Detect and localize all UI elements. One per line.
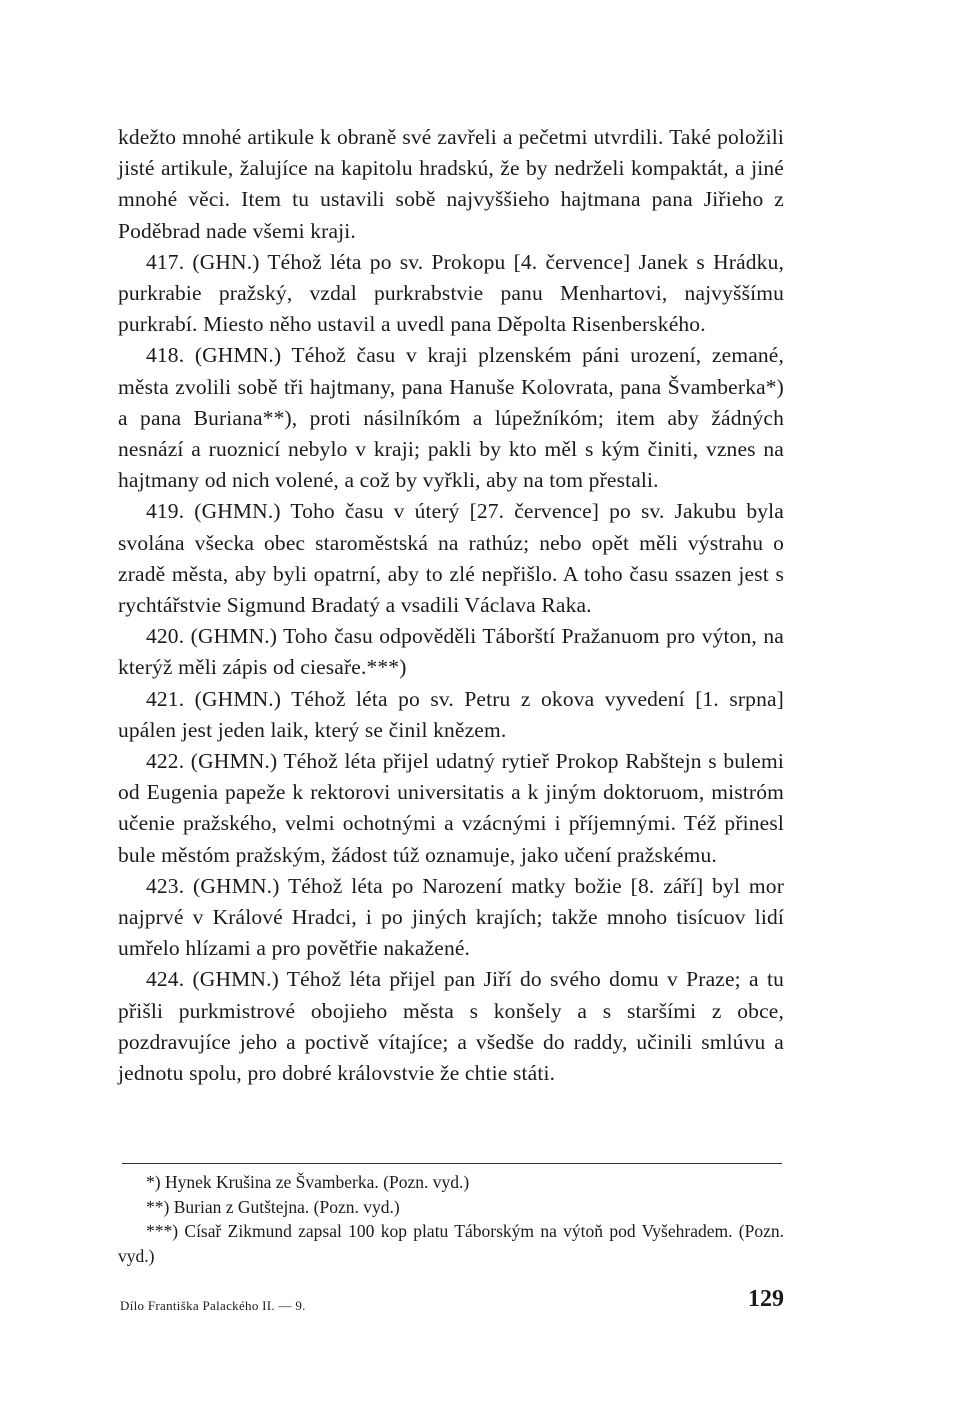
paragraph-continuation: kdežto mnohé artikule k obraně své zavřeli a pečetmi utvrdili. Také položili jisté artikule, žalujíce na kapitolu hradskú, že by nedrželi kompaktát, a jiné mnohé věci. Item tu ustavili sobě najvyššieho hajtmana pana Jiřieho z Poděbrad nade všemi kraji. <box>118 125 784 243</box>
entry-422: 422. (GHMN.) Téhož léta přijel udatný rytieř Prokop Rabštejn s bulemi od Eugenia papeže k rektorovi universitatis a k jiným doktoruom, mistróm učenie pražského, velmi ochotnými a vzácnými i příjemnými. Též přinesl bule městóm pražským, žádost túž oznamuje, jako učení pražskému. <box>118 749 784 867</box>
entry-419: 419. (GHMN.) Toho času v úterý [27. července] po sv. Jakubu byla svolána všecka obec staroměstská na rathúz; nebo opět měli výstrahu o zradě města, aby byli opatrní, aby to zlé nepřišlo. A toho času ssazen jest s rychtářstvie Sigmund Bradatý a vsadili Václava Raka. <box>118 499 784 618</box>
footnote-divider <box>122 1163 782 1164</box>
entry-421: 421. (GHMN.) Téhož léta po sv. Petru z okova vyvedení [1. srpna] upálen jest jeden laik, který se činil knězem. <box>118 686 784 742</box>
footnote-2: **) Burian z Gutštejna. (Pozn. vyd.) <box>146 1196 400 1217</box>
entry-424: 424. (GHMN.) Téhož léta přijel pan Jiří do svého domu v Praze; a tu přišli purkmistrové obojieho města s konšely a s staršími z obce, pozdravujíce jeho a poctivě vítajíce; a všedše do raddy, učinili smlúvu a jednotu spolu, pro dobré královstvie že chtie státi. <box>118 967 784 1086</box>
main-text <box>118 122 784 1089</box>
footnotes <box>118 1170 784 1268</box>
page-number: 129 <box>748 1286 784 1312</box>
footnote-1: *) Hynek Krušina ze Švamberka. (Pozn. vyd.) <box>146 1172 470 1192</box>
entry-417: 417. (GHN.) Téhož léta po sv. Prokopu [4. července] Janek s Hrádku, purkrabie pražský, vzdal purkrabstvie panu Menhartovi, najvyššímu purkrabí. Miesto něho ustavil a uvedl pana Děpolta Risenberského. <box>118 249 784 337</box>
entry-420: 420. (GHMN.) Toho času odpověděli Táborští Pražanuom pro výton, na kterýž měli zápis od ciesaře.***) <box>118 624 784 680</box>
entry-423: 423. (GHMN.) Téhož léta po Narození matky božie [8. září] byl mor najprvé v Králové Hradci, i po jiných krajích; takže mnoho tisícuov lidí umřelo hlízami a pro povětřie nakažené. <box>118 873 784 961</box>
footnote-3: ***) Císař Zikmund zapsal 100 kop platu Táborským na výtoň pod Vyšehradem. (Pozn. vyd.) <box>118 1221 784 1266</box>
printer-signature: Dílo Františka Palackého II. — 9. <box>120 1298 306 1313</box>
entry-418: 418. (GHMN.) Téhož času v kraji plzenském páni urození, zemané, města zvolili sobě tři hajtmany, pana Hanuše Kolovrata, pana Švamberka*) a pana Buriana**), proti násilníkóm a lúpežníkóm; item aby žádných nesnází a ruoznicí nebylo v kraji; pakli by kto měl s kým činiti, vznes na hajtmany od nich volené, a což by vyřkli, aby na tom přestali. <box>118 343 784 493</box>
